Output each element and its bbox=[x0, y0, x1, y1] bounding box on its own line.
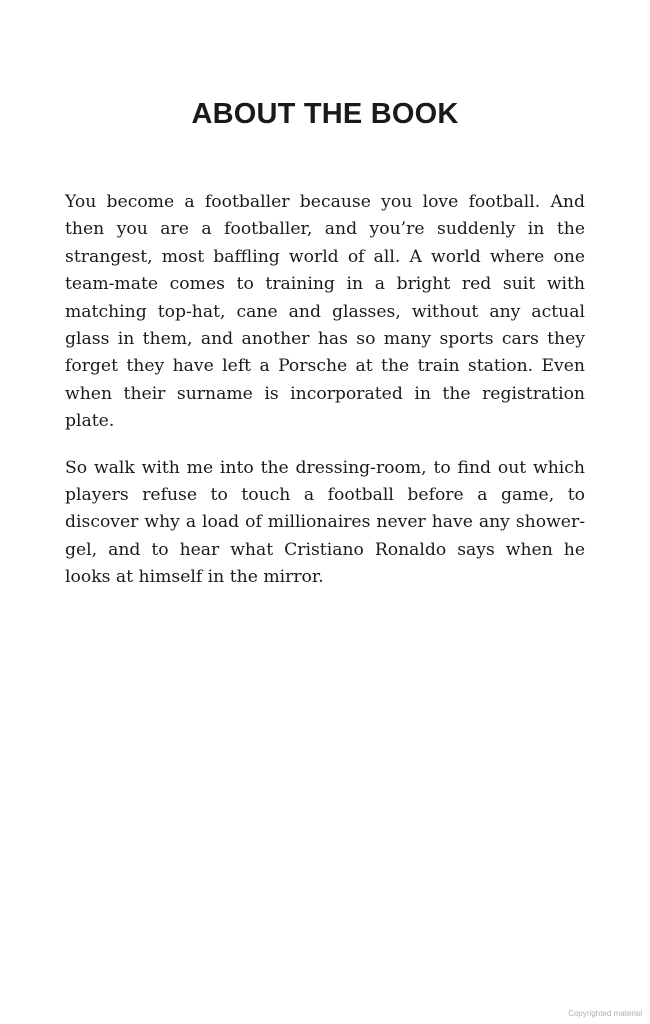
paragraph-2: So walk with me into the dressing-room, to find out which players refuse to touch a football before a game, to discover why a load of millionaires never have any shower-gel, and to hear what Cristiano Ronaldo says when he looks at himself in the mirror. bbox=[65, 457, 585, 588]
copyright-watermark: Copyrighted material bbox=[568, 1009, 642, 1018]
body-text bbox=[65, 189, 585, 611]
page-title: ABOUT THE BOOK bbox=[191, 98, 459, 130]
paragraph-1: You become a footballer because you love football. And then you are a footballer, and you’re suddenly in the strangest, most baffling world of all. A world where one team-mate comes to training in a bright red suit with matching top-hat, cane and glasses, without any actual glass in them, and another has so many sports cars they forget they have left a Porsche at the train station. Even when their surname is incorporated in the registration plate. bbox=[65, 192, 585, 432]
